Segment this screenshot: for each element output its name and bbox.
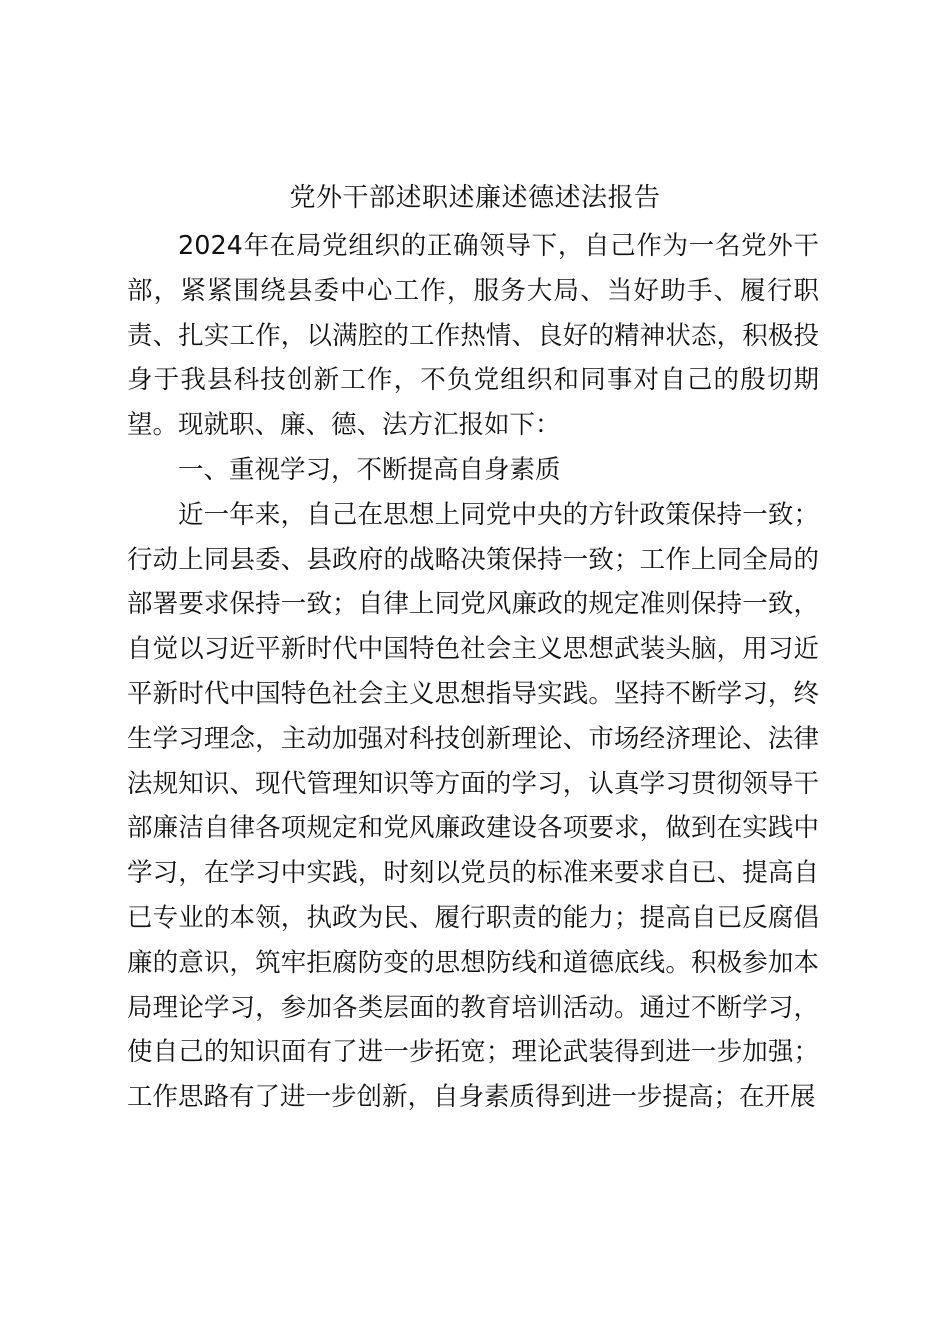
document-body — [127, 224, 819, 1120]
section-heading-study: 一、重视学习，不断提高自身素质 — [178, 454, 561, 485]
paragraph-intro: 2024年在局党组织的正确领导下，自己作为一名党外干部，紧紧围绕县委中心工作，服务大局、当好助手、履行职责、扎实工作，以满腔的工作热情、良好的精神状态，积极投身于我县科技创新工作，不负党组织和同事对自己的殷切期望。现就职、廉、德、法方汇报如下： — [127, 231, 819, 441]
document-title: 党外干部述职述廉述德述法报告 — [289, 183, 661, 213]
paragraph-study: 近一年来，自己在思想上同党中央的方针政策保持一致；行动上同县委、县政府的战略决策保持一致；工作上同全局的部署要求保持一致；自律上同党风廉政的规定准则保持一致，自觉以习近平新时代中国特色社会主义思想武装头脑，用习近平新时代中国特色社会主义思想指导实践。坚持不断学习，终生学习理念，主动加强对科技创新理论、市场经济理论、法律法规知识、现代管理知识等方面的学习，认真学习贯彻领导干部廉洁自律各项规定和党风廉政建设各项要求，做到在实践中学习，在学习中实践，时刻以党员的标准来要求自已、提高自已专业的本领，执政为民、履行职责的能力；提高自已反腐倡廉的意识，筑牢拒腐防变的思想防线和道德底线。积极参加本局理论学习，参加各类层面的教育培训活动。通过不断学习，使自己的知识面有了进一步拓宽；理论武装得到进一步加强；工作思路有了进一步创新，自身素质得到进一步提高；在开展 — [127, 499, 819, 1113]
